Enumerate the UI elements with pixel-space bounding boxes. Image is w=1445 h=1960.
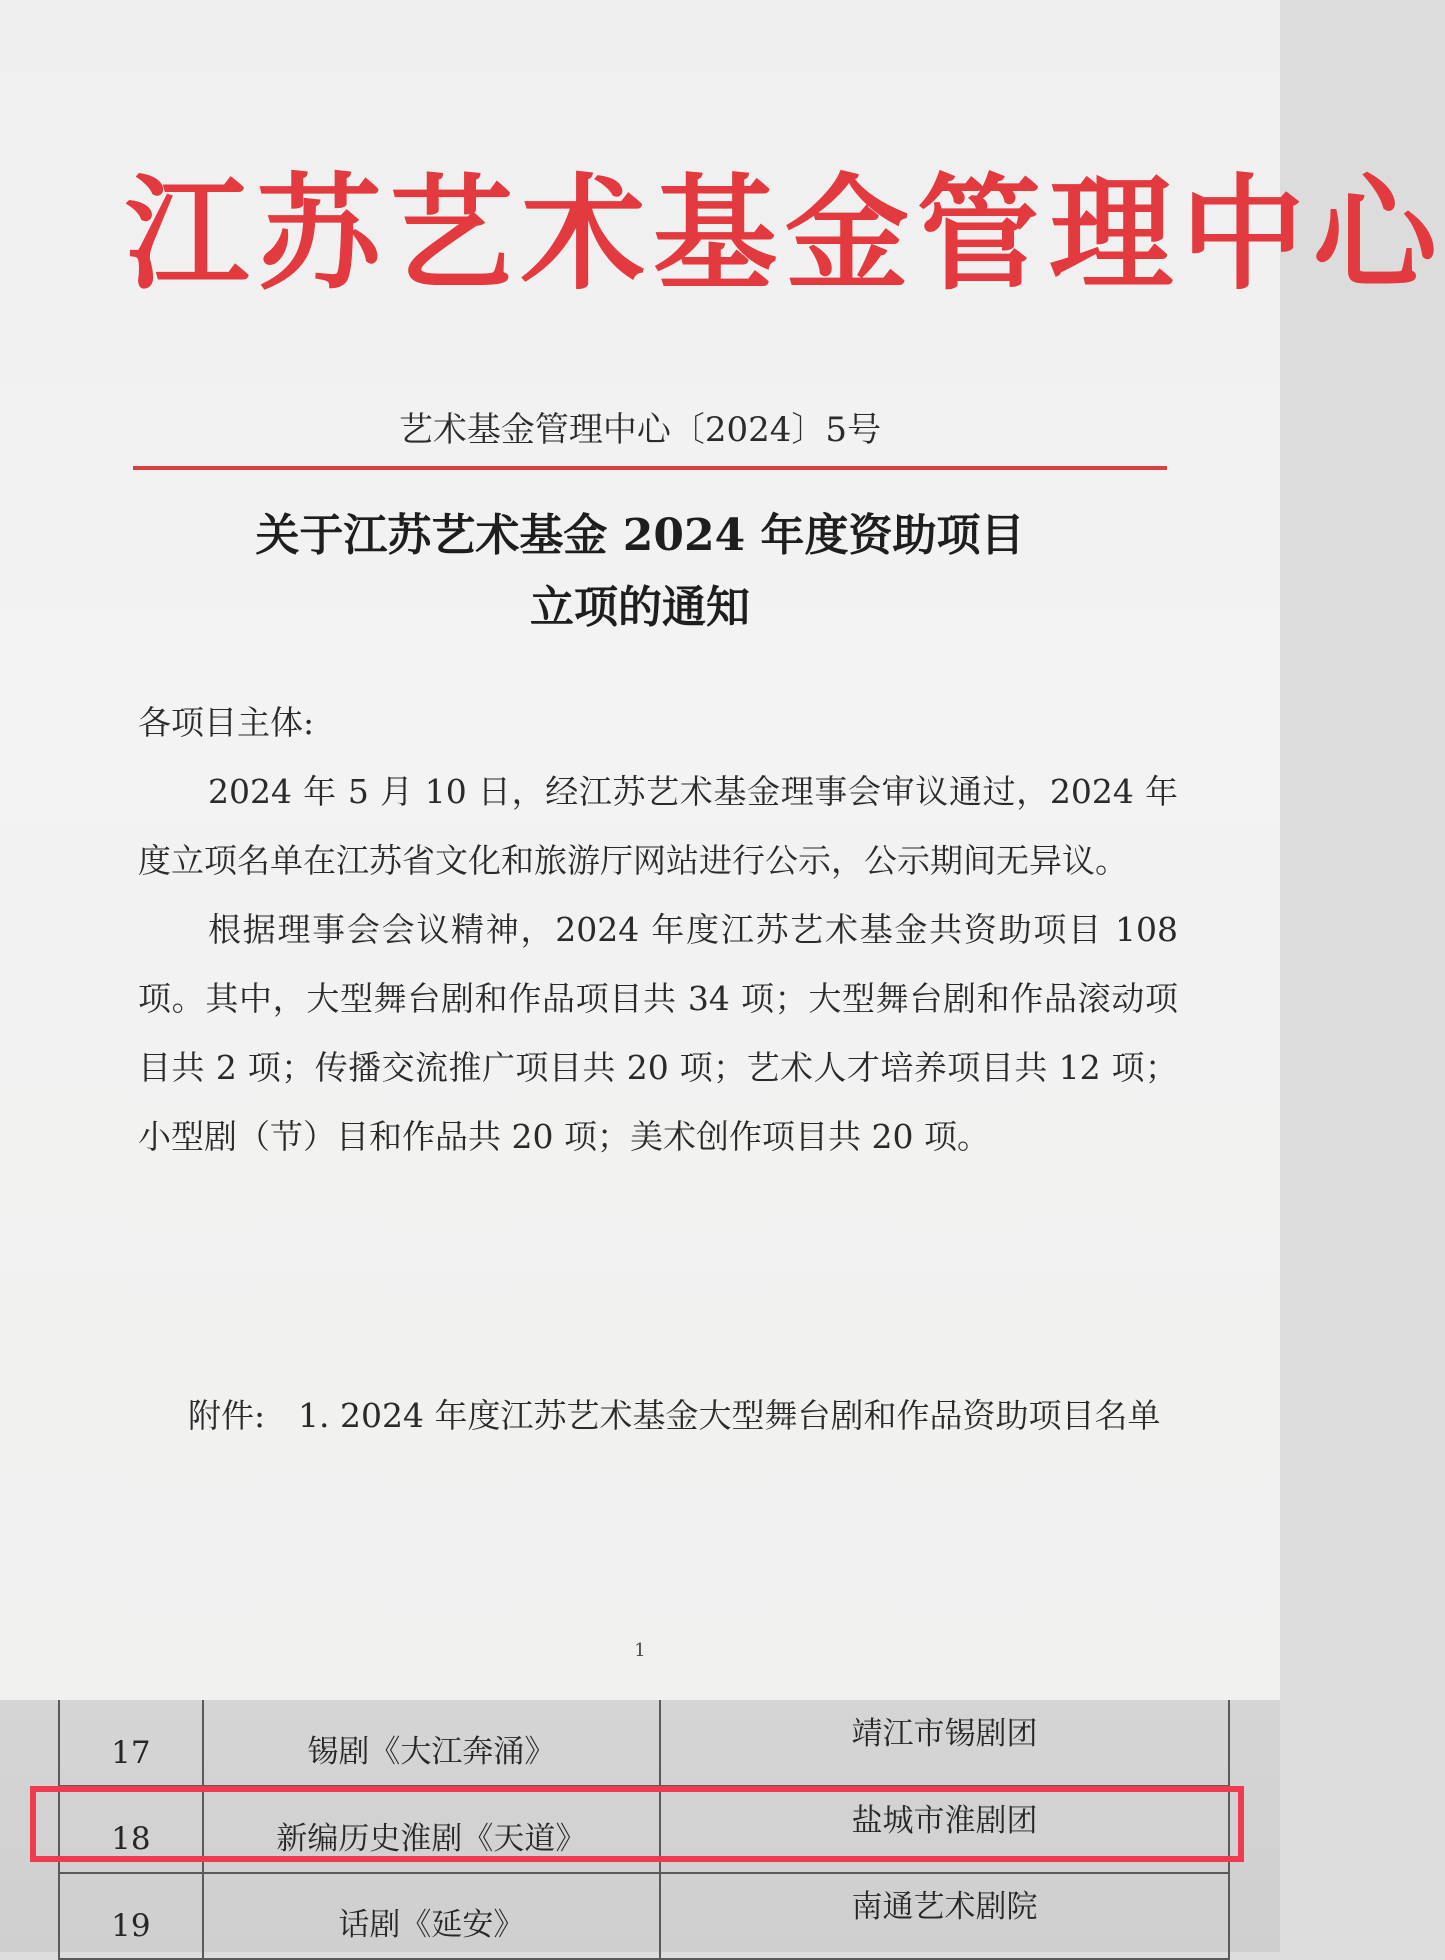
table-row — [59, 1873, 1229, 1959]
attachment-text: 1. 2024 年度江苏艺术基金大型舞台剧和作品资助项目名单 — [298, 1396, 1161, 1435]
notice-title-line-2: 立项的通知 — [530, 582, 750, 633]
project-list-excerpt — [0, 1700, 1280, 1952]
notice-body — [138, 688, 1178, 1171]
salutation: 各项目主体: — [138, 703, 315, 742]
notice-title — [0, 500, 1280, 644]
attachment-label: 附件: — [188, 1396, 266, 1435]
notice-title-line-1: 关于江苏艺术基金 2024 年度资助项目 — [255, 510, 1025, 561]
row-number-cell: 17 — [59, 1700, 203, 1786]
attachment-note — [188, 1380, 1178, 1452]
project-name-cell: 话剧《延安》 — [203, 1873, 660, 1959]
paragraph-approval: 2024 年 5 月 10 日，经江苏艺术基金理事会审议通过，2024 年度立项名单在江苏省文化和旅游厅网站进行公示，公示期间无异议。 — [138, 772, 1178, 880]
paragraph-summary: 根据理事会会议精神，2024 年度江苏艺术基金共资助项目 108 项。其中，大型舞台剧和作品项目共 34 项；大型舞台剧和作品滚动项目共 2 项；传播交流推广项目共 20 项；艺术人才培养项目共 12 项；小型剧（节）目和作品共 20 项；美术创作项目共 20 项。 — [138, 910, 1178, 1156]
masthead-title: 江苏艺术基金管理中心 — [125, 162, 1445, 307]
row-number-cell: 19 — [59, 1873, 203, 1959]
project-name-cell: 新编历史淮剧《天道》 — [203, 1786, 660, 1872]
red-divider-rule — [133, 466, 1167, 470]
organization-cell: 靖江市锡剧团 — [660, 1700, 1229, 1786]
project-table — [58, 1700, 1230, 1960]
table-row-highlighted — [59, 1786, 1229, 1872]
document-number: 艺术基金管理中心〔2024〕5号 — [398, 410, 882, 450]
table-row — [59, 1700, 1229, 1786]
row-number-cell: 18 — [59, 1786, 203, 1872]
organization-cell: 南通艺术剧院 — [660, 1873, 1229, 1959]
organization-cell: 盐城市淮剧团 — [660, 1786, 1229, 1872]
project-name-cell: 锡剧《大江奔涌》 — [203, 1700, 660, 1786]
page-number: 1 — [634, 1640, 646, 1661]
